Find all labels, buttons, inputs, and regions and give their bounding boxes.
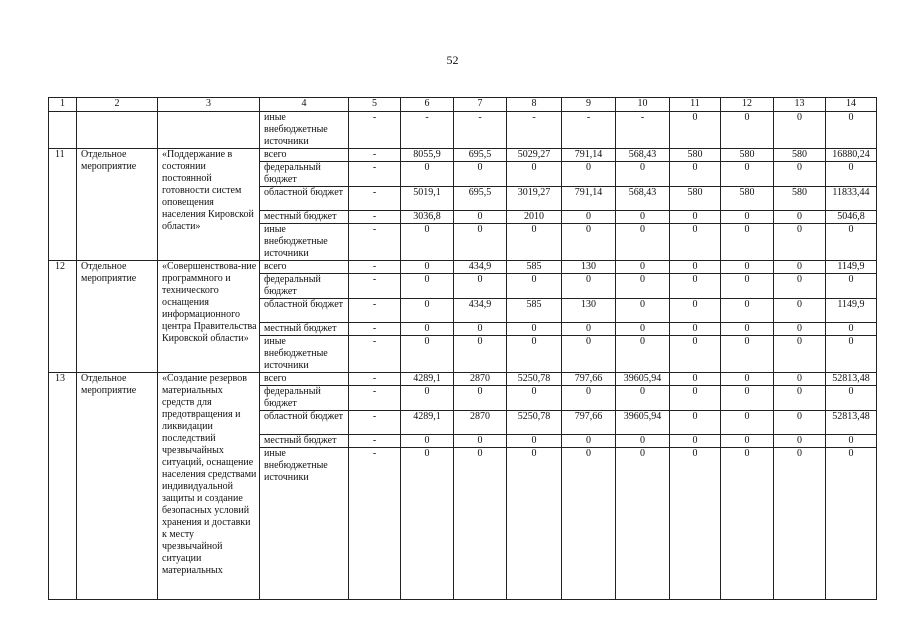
column-header-12: 12 bbox=[721, 98, 774, 112]
value-cell: - bbox=[349, 274, 401, 299]
measure-name: «Создание резервов материальных средств для предотвращения и ликвидации последствий чрезвычайных ситуаций, оснащение населения средствами индивидуальной защиты и создание безопасных условий хранения и доставки к месту чрезвычайной ситуации материальных bbox=[158, 373, 260, 600]
measure-index: 11 bbox=[49, 149, 77, 261]
value-cell: 434,9 bbox=[454, 261, 507, 274]
value-cell: 0 bbox=[401, 323, 454, 336]
value-cell: - bbox=[349, 299, 401, 323]
funding-source: федеральный бюджет bbox=[260, 274, 349, 299]
value-cell: 0 bbox=[616, 336, 670, 373]
value-cell: 0 bbox=[721, 448, 774, 600]
value-cell: 585 bbox=[507, 299, 562, 323]
value-cell: 0 bbox=[616, 435, 670, 448]
value-cell: 0 bbox=[616, 162, 670, 187]
value-cell: 568,43 bbox=[616, 187, 670, 211]
value-cell: 52813,48 bbox=[826, 411, 877, 435]
measure-type: Отдельное мероприятие bbox=[77, 261, 158, 373]
value-cell: 0 bbox=[826, 336, 877, 373]
value-cell: 0 bbox=[401, 224, 454, 261]
funding-source: всего bbox=[260, 149, 349, 162]
value-cell: 39605,94 bbox=[616, 411, 670, 435]
value-cell: 0 bbox=[616, 323, 670, 336]
value-cell: 0 bbox=[721, 224, 774, 261]
value-cell: 0 bbox=[454, 211, 507, 224]
value-cell: 0 bbox=[774, 211, 826, 224]
column-header-2: 2 bbox=[77, 98, 158, 112]
value-cell: 5019,1 bbox=[401, 187, 454, 211]
value-cell: - bbox=[401, 112, 454, 149]
page-number: 52 bbox=[446, 53, 459, 67]
funding-source: областной бюджет bbox=[260, 411, 349, 435]
column-header-8: 8 bbox=[507, 98, 562, 112]
value-cell: - bbox=[454, 112, 507, 149]
value-cell: 52813,48 bbox=[826, 373, 877, 386]
value-cell: 0 bbox=[826, 386, 877, 411]
value-cell: 130 bbox=[562, 299, 616, 323]
value-cell: 0 bbox=[670, 336, 721, 373]
value-cell: 0 bbox=[774, 411, 826, 435]
funding-source: областной бюджет bbox=[260, 187, 349, 211]
funding-source: всего bbox=[260, 261, 349, 274]
value-cell: 0 bbox=[774, 224, 826, 261]
value-cell: 0 bbox=[670, 162, 721, 187]
value-cell: 4289,1 bbox=[401, 411, 454, 435]
value-cell: 0 bbox=[774, 373, 826, 386]
value-cell: 0 bbox=[562, 274, 616, 299]
value-cell: 0 bbox=[721, 112, 774, 149]
value-cell: 0 bbox=[507, 448, 562, 600]
value-cell: 2870 bbox=[454, 411, 507, 435]
value-cell: 0 bbox=[616, 274, 670, 299]
funding-source: всего bbox=[260, 373, 349, 386]
value-cell: 0 bbox=[616, 261, 670, 274]
value-cell: 0 bbox=[401, 162, 454, 187]
value-cell: 0 bbox=[616, 299, 670, 323]
value-cell: 0 bbox=[774, 323, 826, 336]
value-cell: 16880,24 bbox=[826, 149, 877, 162]
value-cell: 0 bbox=[721, 299, 774, 323]
value-cell: 130 bbox=[562, 261, 616, 274]
value-cell: 580 bbox=[721, 187, 774, 211]
value-cell: 580 bbox=[774, 187, 826, 211]
value-cell: 0 bbox=[401, 435, 454, 448]
value-cell: 0 bbox=[826, 448, 877, 600]
value-cell: - bbox=[349, 411, 401, 435]
value-cell: 0 bbox=[670, 261, 721, 274]
column-header-9: 9 bbox=[562, 98, 616, 112]
value-cell: - bbox=[349, 187, 401, 211]
measure-index: 12 bbox=[49, 261, 77, 373]
value-cell: 0 bbox=[401, 274, 454, 299]
value-cell: 0 bbox=[826, 435, 877, 448]
value-cell: 0 bbox=[670, 448, 721, 600]
value-cell: 0 bbox=[562, 386, 616, 411]
value-cell: 0 bbox=[454, 336, 507, 373]
value-cell: 0 bbox=[721, 211, 774, 224]
value-cell: 5250,78 bbox=[507, 411, 562, 435]
funding-source: иные внебюджетные источники bbox=[260, 224, 349, 261]
value-cell: 797,66 bbox=[562, 411, 616, 435]
value-cell: 0 bbox=[401, 299, 454, 323]
measure-name: «Совершенствова-ние программного и технического оснащения информационного центра Правительства Кировской области» bbox=[158, 261, 260, 373]
value-cell: 0 bbox=[721, 435, 774, 448]
value-cell: 0 bbox=[670, 112, 721, 149]
value-cell: 0 bbox=[562, 224, 616, 261]
value-cell: 0 bbox=[721, 336, 774, 373]
value-cell: 0 bbox=[454, 435, 507, 448]
value-cell: 0 bbox=[401, 448, 454, 600]
value-cell: 0 bbox=[401, 386, 454, 411]
column-header-3: 3 bbox=[158, 98, 260, 112]
funding-source: местный бюджет bbox=[260, 323, 349, 336]
value-cell: 797,66 bbox=[562, 373, 616, 386]
value-cell: 585 bbox=[507, 261, 562, 274]
value-cell: 0 bbox=[616, 224, 670, 261]
value-cell: 0 bbox=[507, 435, 562, 448]
column-header-11: 11 bbox=[670, 98, 721, 112]
value-cell: 0 bbox=[670, 224, 721, 261]
value-cell: 0 bbox=[826, 112, 877, 149]
value-cell: 0 bbox=[507, 386, 562, 411]
value-cell: - bbox=[349, 435, 401, 448]
value-cell: 5046,8 bbox=[826, 211, 877, 224]
funding-source: федеральный бюджет bbox=[260, 386, 349, 411]
header-row bbox=[49, 98, 877, 112]
column-header-5: 5 bbox=[349, 98, 401, 112]
value-cell: - bbox=[349, 323, 401, 336]
funding-source: иные внебюджетные источники bbox=[260, 448, 349, 600]
value-cell: 0 bbox=[774, 448, 826, 600]
value-cell: - bbox=[349, 261, 401, 274]
value-cell: 0 bbox=[401, 336, 454, 373]
value-cell: - bbox=[349, 386, 401, 411]
value-cell: 3036,8 bbox=[401, 211, 454, 224]
value-cell: 0 bbox=[616, 211, 670, 224]
value-cell: 0 bbox=[507, 224, 562, 261]
value-cell: 11833,44 bbox=[826, 187, 877, 211]
value-cell: - bbox=[507, 112, 562, 149]
value-cell: 0 bbox=[721, 323, 774, 336]
value-cell: 0 bbox=[562, 448, 616, 600]
column-header-4: 4 bbox=[260, 98, 349, 112]
value-cell: 0 bbox=[670, 323, 721, 336]
value-cell: 0 bbox=[774, 386, 826, 411]
value-cell: 0 bbox=[507, 274, 562, 299]
value-cell: 0 bbox=[721, 274, 774, 299]
value-cell: - bbox=[349, 162, 401, 187]
value-cell: 0 bbox=[616, 386, 670, 411]
table-row bbox=[49, 261, 877, 274]
value-cell: 0 bbox=[826, 162, 877, 187]
value-cell: 580 bbox=[774, 149, 826, 162]
value-cell: 0 bbox=[670, 435, 721, 448]
value-cell: 5250,78 bbox=[507, 373, 562, 386]
value-cell: 0 bbox=[454, 224, 507, 261]
empty-cell bbox=[77, 112, 158, 149]
value-cell: 0 bbox=[562, 336, 616, 373]
budget-table bbox=[48, 97, 877, 600]
value-cell: 5029,27 bbox=[507, 149, 562, 162]
value-cell: - bbox=[349, 211, 401, 224]
value-cell: 0 bbox=[454, 274, 507, 299]
value-cell: - bbox=[349, 448, 401, 600]
column-header-14: 14 bbox=[826, 98, 877, 112]
value-cell: 0 bbox=[721, 373, 774, 386]
column-header-13: 13 bbox=[774, 98, 826, 112]
value-cell: 0 bbox=[562, 162, 616, 187]
value-cell: 1149,9 bbox=[826, 261, 877, 274]
measure-type: Отдельное мероприятие bbox=[77, 373, 158, 600]
value-cell: 39605,94 bbox=[616, 373, 670, 386]
measure-name: «Поддержание в состоянии постоянной готовности систем оповещения населения Кировской области» bbox=[158, 149, 260, 261]
value-cell: - bbox=[349, 149, 401, 162]
value-cell: 580 bbox=[670, 187, 721, 211]
value-cell: 0 bbox=[774, 299, 826, 323]
value-cell: 0 bbox=[670, 299, 721, 323]
value-cell: 0 bbox=[401, 261, 454, 274]
value-cell: 0 bbox=[562, 323, 616, 336]
value-cell: 695,5 bbox=[454, 187, 507, 211]
value-cell: 434,9 bbox=[454, 299, 507, 323]
value-cell: 1149,9 bbox=[826, 299, 877, 323]
funding-source: местный бюджет bbox=[260, 435, 349, 448]
measure-type: Отдельное мероприятие bbox=[77, 149, 158, 261]
funding-source: иные внебюджетные источники bbox=[260, 112, 349, 149]
value-cell: 0 bbox=[616, 448, 670, 600]
value-cell: 0 bbox=[826, 224, 877, 261]
value-cell: 791,14 bbox=[562, 149, 616, 162]
value-cell: 0 bbox=[721, 411, 774, 435]
value-cell: 0 bbox=[774, 435, 826, 448]
value-cell: - bbox=[349, 336, 401, 373]
value-cell: 580 bbox=[670, 149, 721, 162]
value-cell: 2010 bbox=[507, 211, 562, 224]
column-header-7: 7 bbox=[454, 98, 507, 112]
value-cell: 0 bbox=[826, 274, 877, 299]
column-header-6: 6 bbox=[401, 98, 454, 112]
value-cell: 580 bbox=[721, 149, 774, 162]
empty-cell bbox=[158, 112, 260, 149]
value-cell: 0 bbox=[454, 386, 507, 411]
value-cell: 0 bbox=[670, 373, 721, 386]
value-cell: 0 bbox=[507, 323, 562, 336]
funding-source: иные внебюджетные источники bbox=[260, 336, 349, 373]
value-cell: 0 bbox=[454, 162, 507, 187]
value-cell: 0 bbox=[670, 386, 721, 411]
value-cell: 695,5 bbox=[454, 149, 507, 162]
value-cell: - bbox=[616, 112, 670, 149]
empty-cell bbox=[49, 112, 77, 149]
value-cell: 0 bbox=[774, 336, 826, 373]
column-header-1: 1 bbox=[49, 98, 77, 112]
value-cell: 0 bbox=[774, 162, 826, 187]
measure-index: 13 bbox=[49, 373, 77, 600]
value-cell: - bbox=[349, 112, 401, 149]
value-cell: 0 bbox=[507, 162, 562, 187]
value-cell: 0 bbox=[562, 211, 616, 224]
value-cell: 0 bbox=[454, 323, 507, 336]
table-row bbox=[49, 373, 877, 386]
value-cell: 0 bbox=[721, 162, 774, 187]
funding-source: федеральный бюджет bbox=[260, 162, 349, 187]
funding-source: областной бюджет bbox=[260, 299, 349, 323]
value-cell: 0 bbox=[507, 336, 562, 373]
value-cell: 0 bbox=[721, 261, 774, 274]
value-cell: 0 bbox=[454, 448, 507, 600]
value-cell: 0 bbox=[774, 261, 826, 274]
value-cell: 0 bbox=[774, 274, 826, 299]
column-header-10: 10 bbox=[616, 98, 670, 112]
value-cell: 3019,27 bbox=[507, 187, 562, 211]
value-cell: 2870 bbox=[454, 373, 507, 386]
value-cell: - bbox=[349, 224, 401, 261]
value-cell: 0 bbox=[721, 386, 774, 411]
value-cell: 0 bbox=[670, 274, 721, 299]
value-cell: 0 bbox=[670, 211, 721, 224]
value-cell: 8055,9 bbox=[401, 149, 454, 162]
table-row bbox=[49, 112, 877, 149]
value-cell: 791,14 bbox=[562, 187, 616, 211]
value-cell: 0 bbox=[670, 411, 721, 435]
table-row bbox=[49, 149, 877, 162]
value-cell: - bbox=[562, 112, 616, 149]
value-cell: - bbox=[349, 373, 401, 386]
value-cell: 0 bbox=[826, 323, 877, 336]
value-cell: 0 bbox=[562, 435, 616, 448]
funding-source: местный бюджет bbox=[260, 211, 349, 224]
value-cell: 4289,1 bbox=[401, 373, 454, 386]
value-cell: 568,43 bbox=[616, 149, 670, 162]
value-cell: 0 bbox=[774, 112, 826, 149]
